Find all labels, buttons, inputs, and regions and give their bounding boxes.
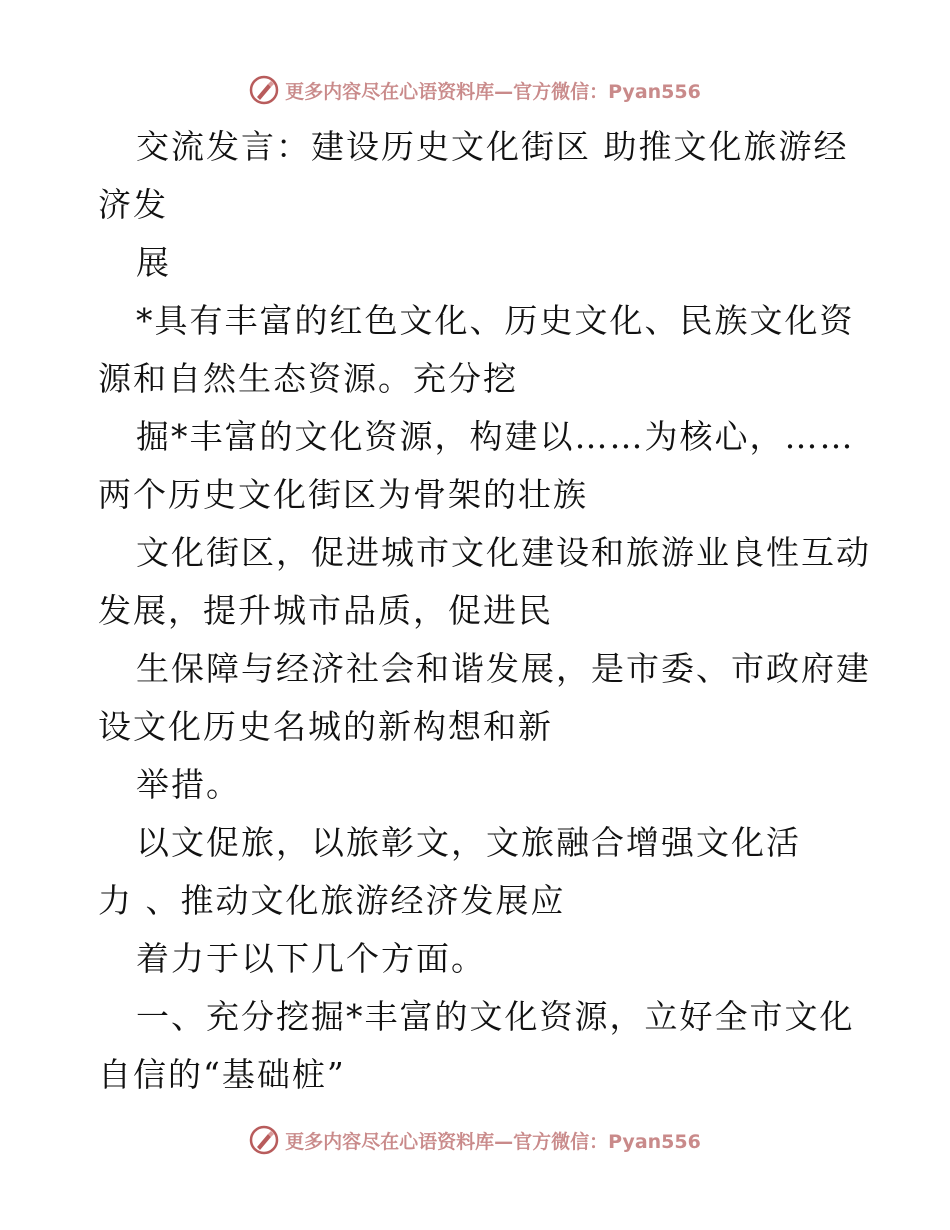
text-line: 以文促旅，以旅彰文，文旅融合增强文化活 xyxy=(136,823,801,862)
document-body xyxy=(98,118,871,1104)
text-line: 着力于以下几个方面。 xyxy=(136,939,486,978)
text-line: 交流发言：建设历史文化街区 助推文化旅游经 xyxy=(136,127,849,166)
watermark-text: 更多内容尽在心语资料库—官方微信：Pyan556 xyxy=(285,80,701,103)
text-line: 一、充分挖掘*丰富的文化资源，立好全市文化 xyxy=(136,997,855,1036)
pen-logo-icon xyxy=(249,75,279,105)
text-line: 文化街区，促进城市文化建设和旅游业良性互动 xyxy=(136,533,871,572)
text-line: 力 、推动文化旅游经济发展应 xyxy=(98,881,566,920)
text-line: 发展，提升城市品质，促进民 xyxy=(98,591,553,630)
footer-watermark xyxy=(0,1122,950,1158)
text-line: 展 xyxy=(136,243,171,282)
text-line: 源和自然生态资源。充分挖 xyxy=(98,359,518,398)
watermark-text: 更多内容尽在心语资料库—官方微信：Pyan556 xyxy=(285,1130,701,1153)
text-line: 设文化历史名城的新构想和新 xyxy=(98,707,553,746)
text-line: *具有丰富的红色文化、历史文化、民族文化资 xyxy=(136,301,855,340)
text-line: 两个历史文化街区为骨架的壮族 xyxy=(98,475,588,514)
text-line: 举措。 xyxy=(136,765,241,804)
text-line: 掘*丰富的文化资源，构建以……为核心，…… xyxy=(136,417,855,456)
text-line: 济发 xyxy=(98,185,168,224)
text-line: 自信的“基础桩” xyxy=(98,1055,346,1094)
header-watermark xyxy=(0,72,950,108)
pen-logo-icon xyxy=(249,1125,279,1155)
text-line: 生保障与经济社会和谐发展，是市委、市政府建 xyxy=(136,649,871,688)
